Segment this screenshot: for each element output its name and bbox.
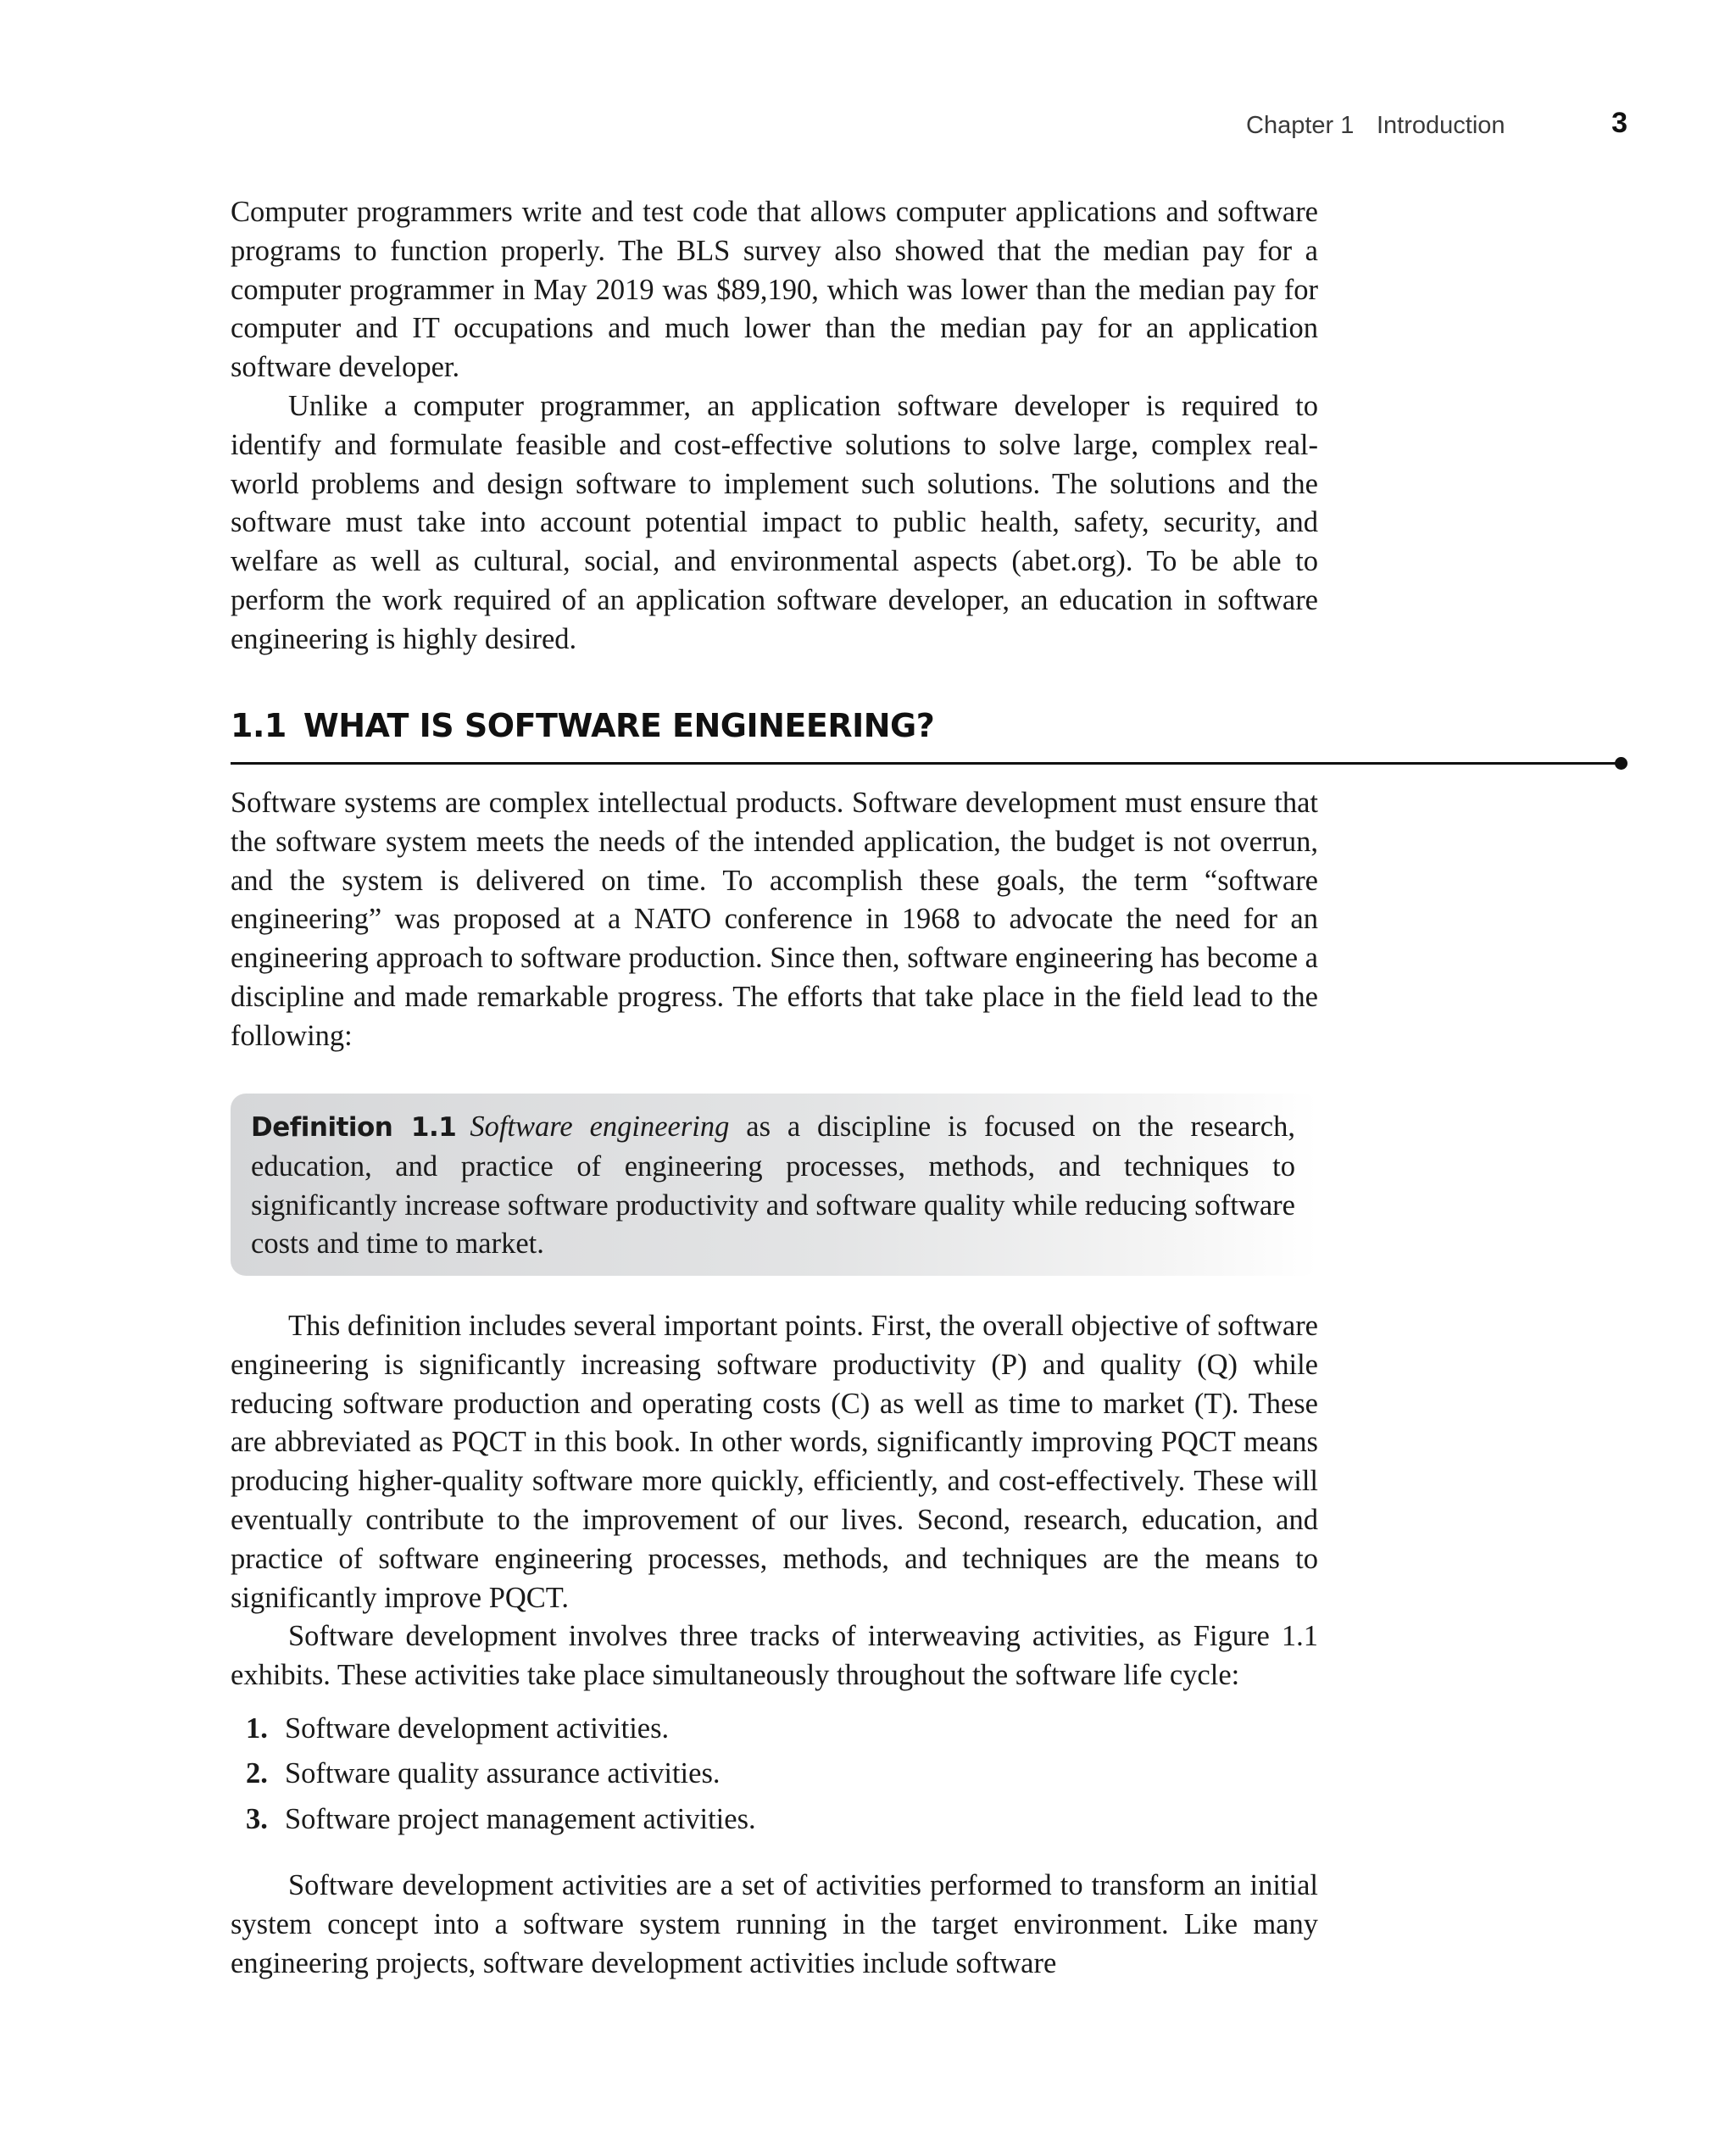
paragraph: Software development activities are a set of activities performed to transform an initial system concept into a software system running in the target environment. Like many engineering projects, software development activities include software <box>231 1869 1318 1979</box>
list-item <box>246 1755 1263 1794</box>
paragraph: Unlike a computer programmer, an application software developer is required to identify and formulate feasible and cost-effective solutions to solve large, complex real-world problems and design software to implement such solutions. The solutions and the software must take into account potential impact to public health, safety, security, and welfare as well as cultural, social, and environmental aspects (abet.org). To be able to perform the work required of an application software developer, an education in software engineering is highly desired. <box>231 389 1318 655</box>
body-text-lower <box>231 1307 1318 1695</box>
definition-term: Software engineering <box>470 1110 730 1143</box>
running-head-section: Introduction <box>1377 112 1505 139</box>
paragraph: Computer programmers write and test code that allows computer applications and software programs to function properly. The BLS survey also showed that the median pay for a computer programmer in May 2019 was $89,190, which was lower than the median pay for computer and IT occupations and much lower than the median pay for an application software developer. <box>231 196 1318 384</box>
paragraph: Software systems are complex intellectual products. Software development must ensure that the software system meets the needs of the intended application, the budget is not overrun, and the system is delivered on time. To accomplish these goals, the term “software engineering” was proposed at a NATO conference in 1968 to advocate the need for an engineering approach to software production. Since then, software engineering has become a discipline and made remarkable progress. The efforts that take place in the field lead to the following: <box>231 787 1318 1052</box>
list-item <box>246 1801 1263 1840</box>
running-head <box>1187 107 1628 144</box>
rule-end-dot <box>1615 757 1628 770</box>
list-item-text: Software development activities. <box>285 1712 670 1745</box>
list-item <box>246 1710 1263 1749</box>
section-heading <box>231 707 934 744</box>
section-number: 1.1 <box>231 707 287 744</box>
section-title: WHAT IS SOFTWARE ENGINEERING? <box>303 707 935 744</box>
running-head-chapter: Chapter 1 <box>1246 112 1355 139</box>
definition <box>251 1108 1295 1264</box>
list-item-number: 1. <box>246 1712 268 1745</box>
definition-label: Definition 1.1 <box>251 1112 457 1143</box>
paragraph: This definition includes several important points. First, the overall objective of software engineering is significantly increasing software productivity (P) and quality (Q) while reducing software production and operating costs (C) as well as time to market (T). These are abbreviated as PQCT in this book. In other words, significantly improving PQCT means producing higher-quality software more quickly, efficiently, and cost-effectively. These will eventually contribute to the improvement of our lives. Second, research, education, and practice of software engineering processes, methods, and techniques are the means to significantly improve PQCT. <box>231 1310 1318 1614</box>
list-item-number: 2. <box>246 1757 268 1790</box>
page-number: 3 <box>1611 107 1628 139</box>
section-rule <box>231 762 1621 765</box>
body-text-section-intro <box>231 784 1318 1056</box>
list-item-number: 3. <box>246 1802 268 1835</box>
list-item-text: Software project management activities. <box>285 1802 756 1835</box>
definition-body: as a discipline is focused on the research, education, and practice of engineering processes, methods, and techniques to significantly increase software productivity and software quality while reducing software costs and time to market. <box>251 1110 1295 1261</box>
body-text-bottom <box>231 1867 1318 1983</box>
numbered-list <box>246 1710 1263 1845</box>
paragraph: Software development involves three tracks of interweaving activities, as Figure 1.1 exhibits. These activities take place simultaneously throughout the software life cycle: <box>231 1620 1318 1692</box>
body-text-top <box>231 193 1318 660</box>
list-item-text: Software quality assurance activities. <box>285 1757 721 1790</box>
